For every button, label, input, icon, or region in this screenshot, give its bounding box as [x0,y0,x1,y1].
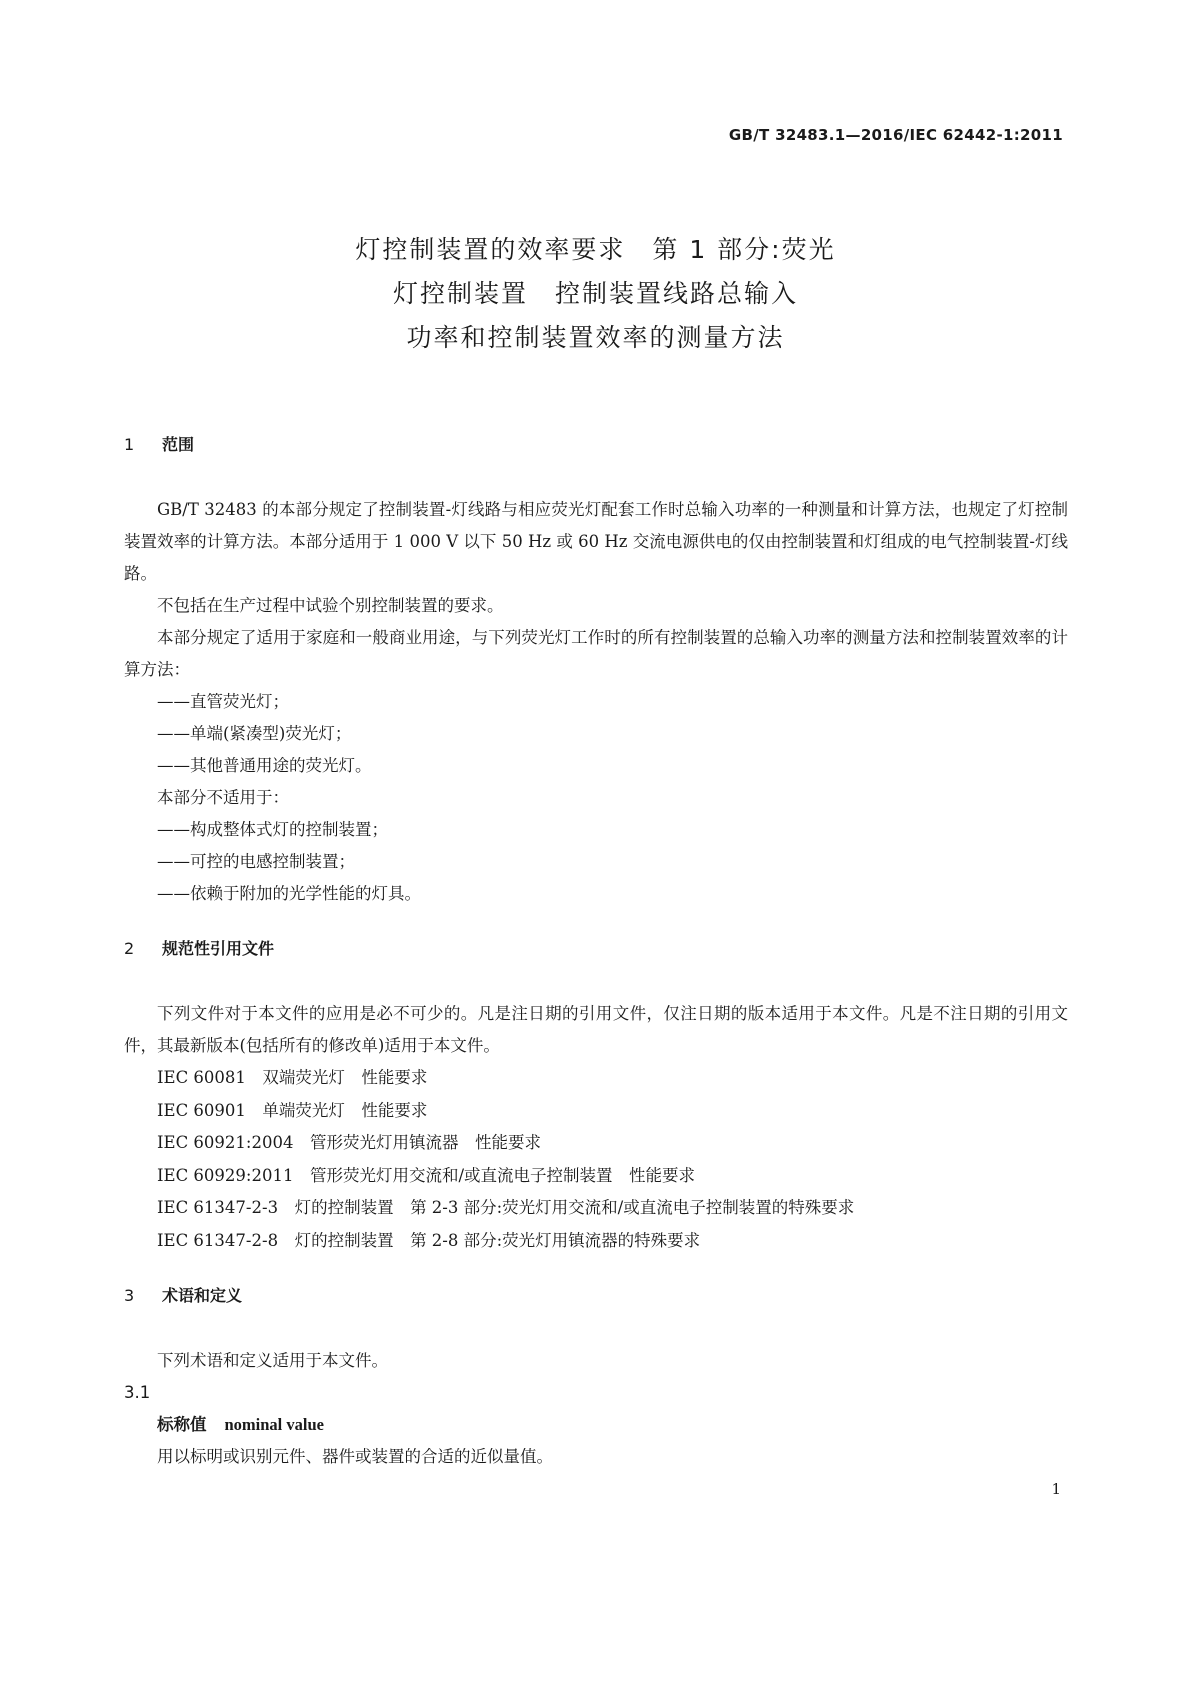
reference-item: IEC 60921:2004 管形荧光灯用镇流器 性能要求 [157,1133,541,1152]
page-number: 1 [1051,1480,1061,1498]
list-item: ——构成整体式灯的控制装置； [157,820,388,839]
paragraph: GB/T 32483 的本部分规定了控制装置-灯线路与相应荧光灯配套工作时总输入功率的一种测量和计算方法，也规定了灯控制装置效率的计算方法。本部分适用于 1 000 V 以下 50 Hz 或 60 Hz 交流电源供电的仅由控制装置和灯组成的电气控制装置-灯线路。 [124,500,1068,583]
reference-item: IEC 60901 单端荧光灯 性能要求 [157,1100,428,1120]
paragraph: 下列文件对于本文件的应用是必不可少的。凡是注日期的引用文件，仅注日期的版本适用于本文件。凡是不注日期的引用文件，其最新版本(包括所有的修改单)适用于本文件。 [124,1004,1068,1055]
section-2-heading [124,936,1068,972]
list-item: ——单端(紧凑型)荧光灯； [157,724,352,743]
document-body [124,432,1068,1473]
term-chinese: 标称值 [157,1415,207,1434]
section-1-heading [124,432,1068,468]
term-entry [124,1409,1068,1441]
term-english: nominal value [224,1415,324,1434]
title-line: 灯控制装置 控制装置线路总输入 [392,279,798,308]
title-line: 功率和控制装置效率的测量方法 [406,323,785,352]
standard-code: GB/T 32483.1—2016/IEC 62442-1:2011 [728,126,1063,144]
paragraph: 本部分规定了适用于家庭和一般商业用途，与下列荧光灯工作时的所有控制装置的总输入功率的测量方法和控制装置效率的计算方法： [124,628,1068,679]
reference-item: IEC 60929:2011 管形荧光灯用交流和/或直流电子控制装置 性能要求 [157,1165,696,1185]
reference-item: IEC 60081 双端荧光灯 性能要求 [157,1068,428,1087]
paragraph: 本部分不适用于： [157,788,289,807]
term-number: 3.1 [124,1383,151,1402]
list-item: ——其他普通用途的荧光灯。 [157,756,372,775]
section-3-heading [124,1283,1068,1319]
list-item: ——直管荧光灯； [157,692,289,711]
section-title: 规范性引用文件 [162,939,275,958]
section-title: 术语和定义 [162,1286,243,1305]
paragraph: 不包括在生产过程中试验个别控制装置的要求。 [157,596,504,615]
term-definition: 用以标明或识别元件、器件或装置的合适的近似量值。 [157,1447,553,1466]
reference-item: IEC 61347-2-3 灯的控制装置 第 2-3 部分:荧光灯用交流和/或直流电子控制装置的特殊要求 [157,1198,855,1217]
paragraph: 下列术语和定义适用于本文件。 [157,1351,388,1370]
list-item: ——可控的电感控制装置； [157,852,355,871]
list-item: ——依赖于附加的光学性能的灯具。 [157,884,421,903]
section-number: 1 [124,435,135,454]
reference-item: IEC 61347-2-8 灯的控制装置 第 2-8 部分:荧光灯用镇流器的特殊要求 [157,1230,701,1250]
section-number: 3 [124,1286,135,1305]
document-title [0,228,1191,360]
section-title: 范围 [162,435,195,454]
section-number: 2 [124,939,135,958]
title-line: 灯控制装置的效率要求 第 1 部分:荧光 [355,235,836,264]
